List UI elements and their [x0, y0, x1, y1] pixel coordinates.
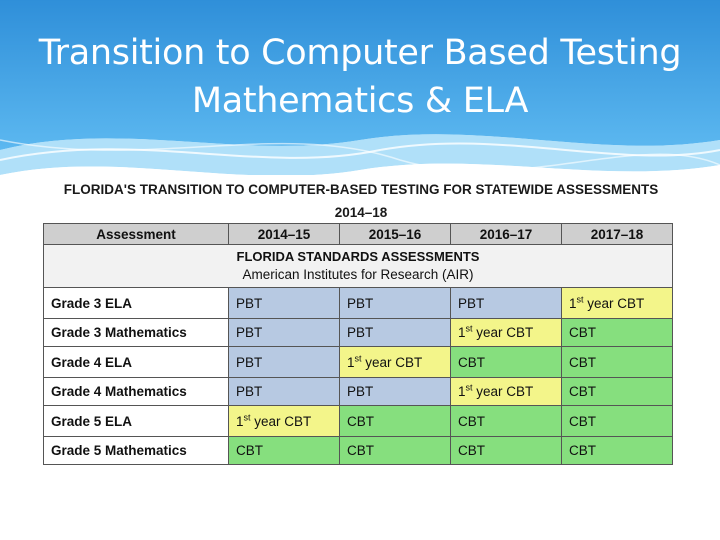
status-cell: CBT — [562, 437, 673, 465]
status-cell: CBT — [562, 347, 673, 378]
status-cell: 1st year CBT — [562, 288, 673, 319]
status-cell: 1st year CBT — [451, 378, 562, 406]
status-cell: 1st year CBT — [229, 406, 340, 437]
column-header: 2016–17 — [451, 224, 562, 245]
assessment-cell: Grade 5 Mathematics — [44, 437, 229, 465]
status-cell: CBT — [562, 406, 673, 437]
table-header-row — [44, 224, 673, 245]
column-header: Assessment — [44, 224, 229, 245]
status-cell: CBT — [229, 437, 340, 465]
band-title: FLORIDA STANDARDS ASSESSMENTS — [236, 249, 480, 264]
assessment-cell: Grade 3 ELA — [44, 288, 229, 319]
assessment-cell: Grade 4 ELA — [44, 347, 229, 378]
assessment-cell: Grade 5 ELA — [44, 406, 229, 437]
status-cell: PBT — [229, 378, 340, 406]
table-row — [44, 288, 673, 319]
table-row — [44, 347, 673, 378]
assessment-cell: Grade 4 Mathematics — [44, 378, 229, 406]
status-cell: PBT — [229, 288, 340, 319]
status-cell: PBT — [451, 288, 562, 319]
status-cell: CBT — [451, 347, 562, 378]
band-row — [44, 245, 673, 288]
status-cell: 1st year CBT — [340, 347, 451, 378]
band-cell — [44, 245, 673, 288]
slide-title-line-1: Transition to Computer Based Testing — [38, 33, 682, 73]
status-cell: 1st year CBT — [451, 319, 562, 347]
column-header: 2014–15 — [229, 224, 340, 245]
status-cell: PBT — [340, 288, 451, 319]
status-cell: PBT — [340, 378, 451, 406]
status-cell: CBT — [340, 437, 451, 465]
table-row — [44, 406, 673, 437]
status-cell: CBT — [562, 378, 673, 406]
status-cell: CBT — [562, 319, 673, 347]
slide-header — [0, 0, 720, 190]
table-title: FLORIDA'S TRANSITION TO COMPUTER-BASED TESTING FOR STATEWIDE ASSESSMENTS — [63, 182, 659, 197]
status-cell: PBT — [229, 347, 340, 378]
status-cell: CBT — [340, 406, 451, 437]
status-cell: PBT — [340, 319, 451, 347]
band-subtitle: American Institutes for Research (AIR) — [242, 267, 474, 282]
table-row — [44, 378, 673, 406]
assessment-table — [43, 223, 673, 465]
status-cell: CBT — [451, 437, 562, 465]
status-cell: PBT — [229, 319, 340, 347]
slide-title-line-2: Mathematics & ELA — [191, 81, 529, 121]
status-cell: CBT — [451, 406, 562, 437]
column-header: 2015–16 — [340, 224, 451, 245]
column-header: 2017–18 — [562, 224, 673, 245]
table-row — [44, 437, 673, 465]
assessment-cell: Grade 3 Mathematics — [44, 319, 229, 347]
table-row — [44, 319, 673, 347]
table-subtitle: 2014–18 — [334, 205, 388, 220]
